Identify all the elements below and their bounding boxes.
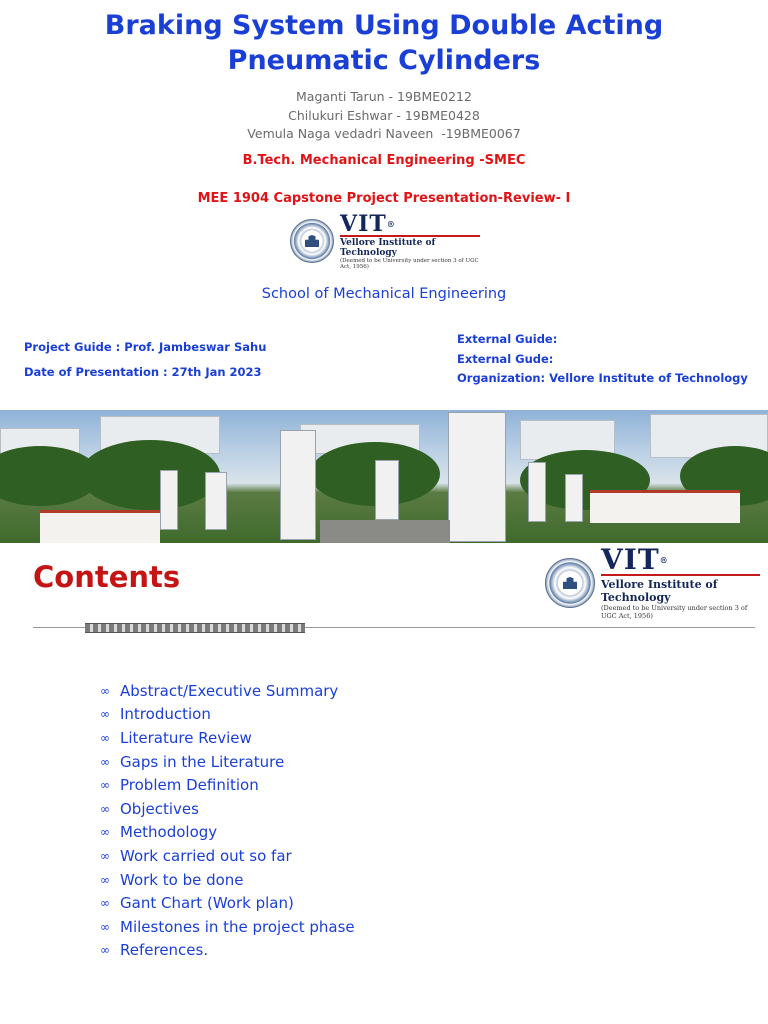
infinity-bullet-icon: ∞ [100, 872, 110, 887]
logo-abbr: VIT [340, 210, 387, 237]
infinity-bullet-icon: ∞ [100, 825, 110, 840]
list-item [100, 821, 355, 845]
project-guide: Project Guide : Prof. Jambeswar Sahu [24, 340, 267, 354]
list-item [100, 868, 355, 892]
divider-decoration [85, 623, 305, 633]
vit-logo-large [545, 543, 760, 620]
vit-seal-icon [545, 558, 595, 608]
list-item [100, 750, 355, 774]
list-item-label: Literature Review [120, 728, 252, 747]
title-line-1: Braking System Using Double Acting [104, 10, 664, 41]
list-item [100, 726, 355, 750]
infinity-bullet-icon: ∞ [100, 919, 110, 934]
logo-subtitle: (Deemed to be University under section 3 of UGC Act, 1956) [601, 604, 748, 620]
contents-title: Contents [33, 560, 181, 594]
external-guide: External Guide: [457, 332, 558, 346]
logo-abbr: VIT [601, 543, 660, 576]
list-item-label: Work to be done [120, 870, 244, 889]
course-label: MEE 1904 Capstone Project Presentation-Review- I [197, 191, 571, 206]
list-item-label: Abstract/Executive Summary [120, 681, 339, 700]
contents-list [100, 679, 355, 962]
external-gude: External Gude: [457, 351, 554, 366]
list-item-label: Introduction [120, 705, 211, 724]
list-item [100, 679, 355, 703]
list-item-label: Gaps in the Literature [120, 752, 285, 771]
list-item-label: Objectives [120, 799, 199, 818]
infinity-bullet-icon: ∞ [100, 943, 110, 958]
list-item-label: Methodology [120, 823, 218, 842]
infinity-bullet-icon: ∞ [100, 778, 110, 793]
list-item-label: References. [120, 941, 209, 960]
vit-logo [290, 210, 480, 270]
list-item [100, 797, 355, 821]
author-3: Vemula Naga vedadri Naveen -19BME0067 [247, 126, 521, 141]
list-item [100, 773, 355, 797]
campus-photo [0, 410, 768, 543]
infinity-bullet-icon: ∞ [100, 848, 110, 863]
list-item [100, 939, 355, 963]
logo-name: Vellore Institute of Technology [340, 235, 480, 258]
department-label: B.Tech. Mechanical Engineering -SMEC [242, 153, 526, 168]
logo-subtitle: (Deemed to be University under section 3 of UGC Act, 1956) [340, 257, 479, 270]
registered-mark: ® [386, 218, 396, 229]
infinity-bullet-icon: ∞ [100, 683, 110, 698]
list-item [100, 891, 355, 915]
list-item-label: Gant Chart (Work plan) [120, 894, 294, 913]
list-item [100, 703, 355, 727]
school-name: School of Mechanical Engineering [261, 286, 507, 302]
infinity-bullet-icon: ∞ [100, 896, 110, 911]
presentation-title [0, 8, 768, 78]
infinity-bullet-icon: ∞ [100, 730, 110, 745]
author-1: Maganti Tarun - 19BME0212 [296, 89, 472, 104]
list-item [100, 915, 355, 939]
presentation-date: Date of Presentation : 27th Jan 2023 [24, 365, 262, 379]
organization: Organization: Vellore Institute of Technology [457, 371, 748, 385]
guide-info [24, 335, 266, 385]
infinity-bullet-icon: ∞ [100, 707, 110, 722]
author-list [0, 88, 768, 144]
logo-name: Vellore Institute of Technology [601, 574, 760, 604]
title-line-2: Pneumatic Cylinders [227, 45, 541, 76]
infinity-bullet-icon: ∞ [100, 754, 110, 769]
infinity-bullet-icon: ∞ [100, 801, 110, 816]
list-item-label: Milestones in the project phase [120, 917, 355, 936]
registered-mark: ® [659, 555, 669, 565]
list-item [100, 844, 355, 868]
list-item-label: Problem Definition [120, 776, 259, 795]
contents-slide [0, 543, 768, 1024]
author-2: Chilukuri Eshwar - 19BME0428 [288, 107, 480, 123]
external-info [457, 330, 748, 389]
vit-seal-icon [290, 219, 334, 263]
list-item-label: Work carried out so far [120, 846, 292, 865]
